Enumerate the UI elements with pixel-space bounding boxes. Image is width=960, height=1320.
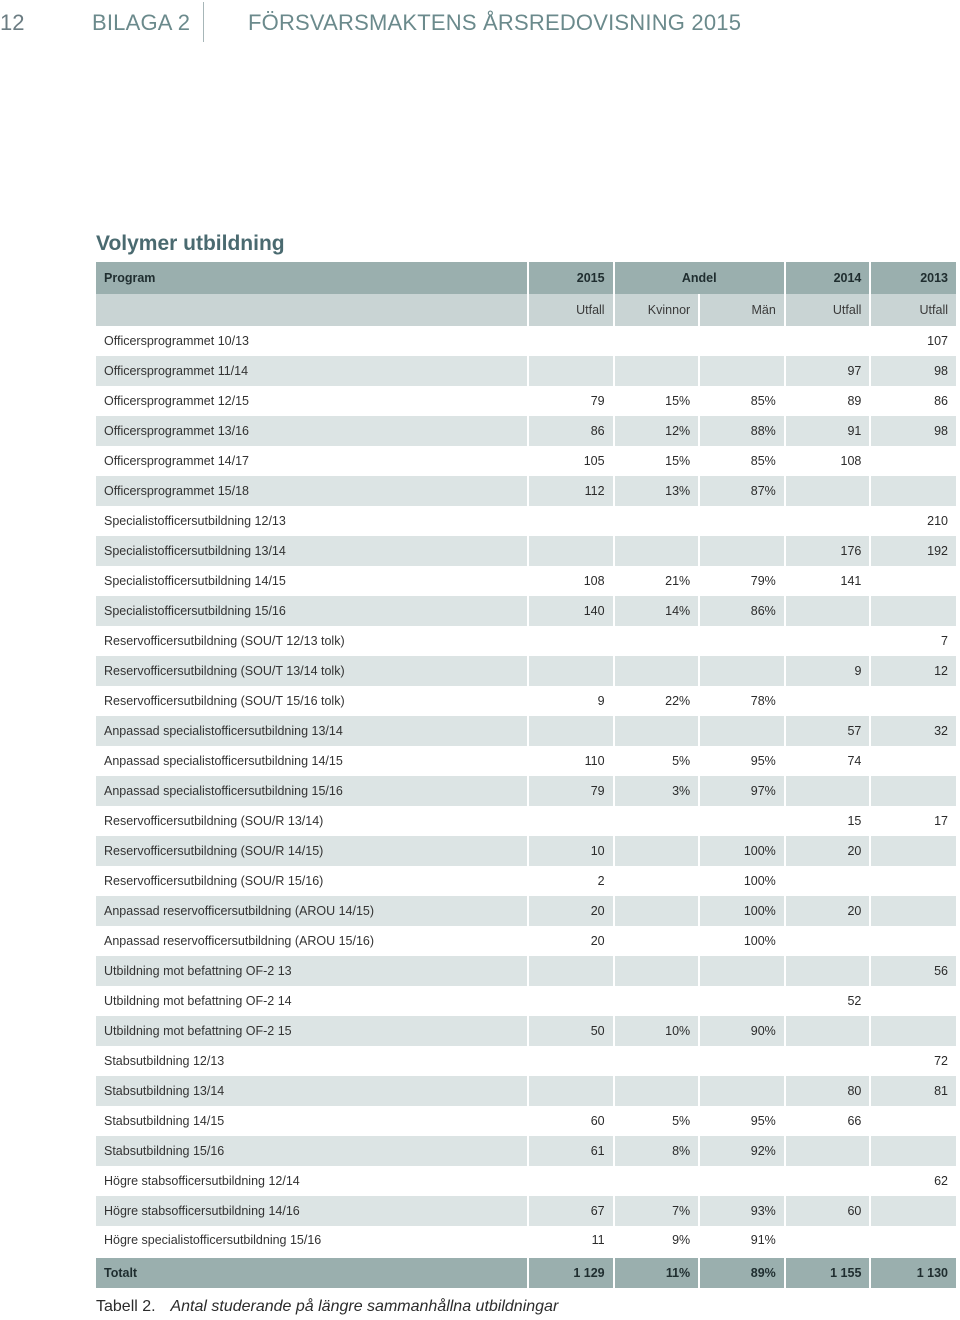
- cell-kvinnor-share: [614, 956, 700, 986]
- cell-program-name: Reservofficersutbildning (SOU/T 15/16 tolk): [96, 686, 528, 716]
- cell-program-name: Anpassad reservofficersutbildning (AROU 15/16): [96, 926, 528, 956]
- cell-utfall-2015: 110: [528, 746, 614, 776]
- cell-program-name: Specialistofficersutbildning 13/14: [96, 536, 528, 566]
- cell-utfall-2014: [785, 1166, 871, 1196]
- cell-utfall-2015: 11: [528, 1226, 614, 1256]
- cell-man-share: 95%: [699, 746, 785, 776]
- cell-utfall-2015: [528, 986, 614, 1016]
- cell-utfall-2015: 2: [528, 866, 614, 896]
- table-row: [96, 1106, 956, 1136]
- cell-utfall-2015: [528, 356, 614, 386]
- cell-program-name: Stabsutbildning 12/13: [96, 1046, 528, 1076]
- total-man: 89%: [699, 1256, 785, 1288]
- table-row: [96, 806, 956, 836]
- cell-program-name: Utbildning mot befattning OF-2 13: [96, 956, 528, 986]
- document-title: FÖRSVARSMAKTENS ÅRSREDOVISNING 2015: [248, 10, 742, 35]
- cell-utfall-2014: 176: [785, 536, 871, 566]
- table-row: [96, 1226, 956, 1256]
- cell-utfall-2015: 9: [528, 686, 614, 716]
- cell-kvinnor-share: 8%: [614, 1136, 700, 1166]
- table-row: [96, 416, 956, 446]
- cell-kvinnor-share: [614, 716, 700, 746]
- cell-man-share: 95%: [699, 1106, 785, 1136]
- cell-utfall-2013: [870, 566, 956, 596]
- cell-kvinnor-share: 10%: [614, 1016, 700, 1046]
- cell-utfall-2014: 97: [785, 356, 871, 386]
- cell-man-share: 100%: [699, 896, 785, 926]
- cell-kvinnor-share: [614, 1046, 700, 1076]
- cell-utfall-2015: 20: [528, 896, 614, 926]
- cell-man-share: [699, 716, 785, 746]
- table-row: [96, 566, 956, 596]
- table-row: [96, 926, 956, 956]
- cell-utfall-2013: [870, 1106, 956, 1136]
- table-body: [96, 326, 956, 1256]
- cell-kvinnor-share: [614, 656, 700, 686]
- cell-man-share: [699, 1046, 785, 1076]
- cell-utfall-2015: 61: [528, 1136, 614, 1166]
- cell-kvinnor-share: [614, 326, 700, 356]
- column-header-2013: 2013: [870, 262, 956, 294]
- table-row: [96, 386, 956, 416]
- table-row: [96, 1076, 956, 1106]
- cell-utfall-2014: 108: [785, 446, 871, 476]
- table-row: [96, 446, 956, 476]
- table-row: [96, 746, 956, 776]
- cell-utfall-2013: 210: [870, 506, 956, 536]
- cell-utfall-2013: 86: [870, 386, 956, 416]
- cell-kvinnor-share: [614, 836, 700, 866]
- cell-utfall-2015: [528, 1046, 614, 1076]
- subheader-man: Män: [699, 294, 785, 326]
- cell-utfall-2013: [870, 926, 956, 956]
- cell-man-share: [699, 506, 785, 536]
- cell-utfall-2015: 10: [528, 836, 614, 866]
- cell-kvinnor-share: [614, 1166, 700, 1196]
- cell-man-share: 100%: [699, 866, 785, 896]
- cell-utfall-2014: 89: [785, 386, 871, 416]
- cell-utfall-2014: 60: [785, 1196, 871, 1226]
- cell-utfall-2015: 105: [528, 446, 614, 476]
- table-subheader-row: [96, 294, 956, 326]
- cell-utfall-2015: 108: [528, 566, 614, 596]
- total-label: Totalt: [96, 1256, 528, 1288]
- cell-utfall-2014: [785, 926, 871, 956]
- cell-utfall-2014: 20: [785, 896, 871, 926]
- cell-utfall-2013: 62: [870, 1166, 956, 1196]
- table-caption: [96, 1298, 558, 1316]
- cell-man-share: 88%: [699, 416, 785, 446]
- cell-utfall-2015: 112: [528, 476, 614, 506]
- volume-table: [96, 262, 956, 1288]
- table-row: [96, 956, 956, 986]
- cell-program-name: Stabsutbildning 14/15: [96, 1106, 528, 1136]
- cell-utfall-2015: [528, 656, 614, 686]
- cell-kvinnor-share: [614, 806, 700, 836]
- cell-program-name: Officersprogrammet 14/17: [96, 446, 528, 476]
- table-row: [96, 1166, 956, 1196]
- cell-utfall-2014: [785, 686, 871, 716]
- cell-man-share: [699, 656, 785, 686]
- table-total-row: [96, 1256, 956, 1288]
- cell-utfall-2013: 81: [870, 1076, 956, 1106]
- cell-man-share: 90%: [699, 1016, 785, 1046]
- cell-man-share: [699, 326, 785, 356]
- total-utfall-2013: 1 130: [870, 1256, 956, 1288]
- cell-man-share: [699, 806, 785, 836]
- cell-man-share: 79%: [699, 566, 785, 596]
- cell-utfall-2013: 98: [870, 416, 956, 446]
- cell-utfall-2014: 15: [785, 806, 871, 836]
- cell-kvinnor-share: [614, 896, 700, 926]
- cell-man-share: [699, 956, 785, 986]
- column-header-2014: 2014: [785, 262, 871, 294]
- cell-utfall-2013: 32: [870, 716, 956, 746]
- cell-program-name: Officersprogrammet 13/16: [96, 416, 528, 446]
- cell-utfall-2014: 74: [785, 746, 871, 776]
- cell-program-name: Officersprogrammet 15/18: [96, 476, 528, 506]
- table-row: [96, 776, 956, 806]
- total-utfall-2014: 1 155: [785, 1256, 871, 1288]
- cell-program-name: Specialistofficersutbildning 12/13: [96, 506, 528, 536]
- cell-utfall-2013: 72: [870, 1046, 956, 1076]
- cell-man-share: [699, 626, 785, 656]
- table-row: [96, 1046, 956, 1076]
- table-row: [96, 356, 956, 386]
- section-label: BILAGA 2: [92, 10, 191, 35]
- table-row: [96, 476, 956, 506]
- cell-man-share: 85%: [699, 386, 785, 416]
- cell-man-share: 100%: [699, 926, 785, 956]
- cell-utfall-2013: [870, 476, 956, 506]
- cell-utfall-2013: [870, 746, 956, 776]
- cell-man-share: 78%: [699, 686, 785, 716]
- cell-utfall-2014: 9: [785, 656, 871, 686]
- cell-program-name: Anpassad reservofficersutbildning (AROU 14/15): [96, 896, 528, 926]
- cell-program-name: Reservofficersutbildning (SOU/T 12/13 tolk): [96, 626, 528, 656]
- cell-program-name: Reservofficersutbildning (SOU/R 13/14): [96, 806, 528, 836]
- caption-label: Tabell 2.: [96, 1298, 156, 1315]
- cell-program-name: Officersprogrammet 11/14: [96, 356, 528, 386]
- cell-utfall-2014: [785, 1226, 871, 1256]
- cell-utfall-2014: 141: [785, 566, 871, 596]
- cell-utfall-2013: 12: [870, 656, 956, 686]
- cell-utfall-2013: 56: [870, 956, 956, 986]
- table-row: [96, 656, 956, 686]
- table-header-row: [96, 262, 956, 294]
- cell-utfall-2014: [785, 1046, 871, 1076]
- cell-utfall-2014: [785, 1016, 871, 1046]
- table-row: [96, 326, 956, 356]
- cell-program-name: Högre stabsofficersutbildning 12/14: [96, 1166, 528, 1196]
- subheader-utfall-2013: Utfall: [870, 294, 956, 326]
- table-row: [96, 1016, 956, 1046]
- cell-utfall-2014: 57: [785, 716, 871, 746]
- cell-utfall-2015: [528, 506, 614, 536]
- cell-man-share: 92%: [699, 1136, 785, 1166]
- cell-kvinnor-share: 22%: [614, 686, 700, 716]
- cell-utfall-2014: [785, 506, 871, 536]
- cell-man-share: [699, 536, 785, 566]
- cell-utfall-2013: [870, 896, 956, 926]
- table-row: [96, 896, 956, 926]
- cell-program-name: Anpassad specialistofficersutbildning 13/14: [96, 716, 528, 746]
- cell-utfall-2014: [785, 866, 871, 896]
- cell-kvinnor-share: 3%: [614, 776, 700, 806]
- cell-utfall-2013: [870, 1226, 956, 1256]
- cell-man-share: 85%: [699, 446, 785, 476]
- cell-utfall-2015: [528, 326, 614, 356]
- subheader-utfall-2015: Utfall: [528, 294, 614, 326]
- cell-kvinnor-share: [614, 626, 700, 656]
- cell-utfall-2015: 86: [528, 416, 614, 446]
- total-utfall-2015: 1 129: [528, 1256, 614, 1288]
- cell-kvinnor-share: 21%: [614, 566, 700, 596]
- cell-program-name: Anpassad specialistofficersutbildning 15/16: [96, 776, 528, 806]
- cell-program-name: Reservofficersutbildning (SOU/R 14/15): [96, 836, 528, 866]
- cell-utfall-2013: [870, 446, 956, 476]
- cell-kvinnor-share: [614, 926, 700, 956]
- cell-utfall-2013: [870, 1196, 956, 1226]
- cell-man-share: [699, 1166, 785, 1196]
- cell-program-name: Specialistofficersutbildning 14/15: [96, 566, 528, 596]
- cell-utfall-2013: [870, 1016, 956, 1046]
- cell-utfall-2013: [870, 686, 956, 716]
- cell-utfall-2014: [785, 776, 871, 806]
- table-row: [96, 986, 956, 1016]
- cell-man-share: 100%: [699, 836, 785, 866]
- table-row: [96, 596, 956, 626]
- cell-program-name: Officersprogrammet 12/15: [96, 386, 528, 416]
- cell-program-name: Reservofficersutbildning (SOU/R 15/16): [96, 866, 528, 896]
- cell-utfall-2014: 80: [785, 1076, 871, 1106]
- cell-program-name: Högre stabsofficersutbildning 14/16: [96, 1196, 528, 1226]
- cell-program-name: Utbildning mot befattning OF-2 15: [96, 1016, 528, 1046]
- cell-program-name: Specialistofficersutbildning 15/16: [96, 596, 528, 626]
- cell-kvinnor-share: [614, 866, 700, 896]
- caption-text: Antal studerande på längre sammanhållna utbildningar: [170, 1298, 559, 1315]
- table-row: [96, 536, 956, 566]
- table-row: [96, 866, 956, 896]
- cell-kvinnor-share: 7%: [614, 1196, 700, 1226]
- cell-utfall-2015: 50: [528, 1016, 614, 1046]
- table-row: [96, 716, 956, 746]
- cell-utfall-2015: [528, 626, 614, 656]
- cell-program-name: Officersprogrammet 10/13: [96, 326, 528, 356]
- cell-utfall-2013: [870, 836, 956, 866]
- cell-man-share: 86%: [699, 596, 785, 626]
- cell-utfall-2015: 67: [528, 1196, 614, 1226]
- cell-utfall-2013: 98: [870, 356, 956, 386]
- cell-utfall-2014: 66: [785, 1106, 871, 1136]
- cell-utfall-2015: [528, 716, 614, 746]
- page-number: 12: [0, 10, 25, 35]
- cell-kvinnor-share: 12%: [614, 416, 700, 446]
- cell-man-share: 87%: [699, 476, 785, 506]
- cell-man-share: [699, 986, 785, 1016]
- cell-kvinnor-share: [614, 1076, 700, 1106]
- cell-kvinnor-share: [614, 536, 700, 566]
- table-row: [96, 506, 956, 536]
- table-row: [96, 626, 956, 656]
- cell-utfall-2013: [870, 866, 956, 896]
- subheader-utfall-2014: Utfall: [785, 294, 871, 326]
- cell-utfall-2013: [870, 596, 956, 626]
- cell-kvinnor-share: 15%: [614, 446, 700, 476]
- cell-utfall-2015: [528, 956, 614, 986]
- table-row: [96, 1196, 956, 1226]
- total-kvinnor: 11%: [614, 1256, 700, 1288]
- cell-kvinnor-share: 14%: [614, 596, 700, 626]
- cell-kvinnor-share: 13%: [614, 476, 700, 506]
- cell-utfall-2015: 60: [528, 1106, 614, 1136]
- cell-utfall-2015: 20: [528, 926, 614, 956]
- cell-kvinnor-share: [614, 506, 700, 536]
- cell-kvinnor-share: 5%: [614, 746, 700, 776]
- table-row: [96, 1136, 956, 1166]
- cell-utfall-2015: 140: [528, 596, 614, 626]
- cell-kvinnor-share: 9%: [614, 1226, 700, 1256]
- cell-utfall-2014: [785, 326, 871, 356]
- cell-kvinnor-share: [614, 356, 700, 386]
- cell-utfall-2013: 192: [870, 536, 956, 566]
- cell-utfall-2013: [870, 1136, 956, 1166]
- cell-utfall-2014: [785, 596, 871, 626]
- cell-utfall-2015: [528, 1076, 614, 1106]
- cell-utfall-2015: [528, 806, 614, 836]
- table-row: [96, 836, 956, 866]
- cell-utfall-2015: [528, 1166, 614, 1196]
- column-header-program: Program: [96, 262, 528, 294]
- column-header-andel: Andel: [614, 262, 785, 294]
- cell-program-name: Anpassad specialistofficersutbildning 14/15: [96, 746, 528, 776]
- cell-program-name: Utbildning mot befattning OF-2 14: [96, 986, 528, 1016]
- cell-utfall-2014: 20: [785, 836, 871, 866]
- cell-utfall-2014: [785, 476, 871, 506]
- cell-man-share: [699, 1076, 785, 1106]
- cell-program-name: Stabsutbildning 13/14: [96, 1076, 528, 1106]
- cell-utfall-2013: 17: [870, 806, 956, 836]
- cell-utfall-2014: 52: [785, 986, 871, 1016]
- cell-program-name: Stabsutbildning 15/16: [96, 1136, 528, 1166]
- cell-kvinnor-share: 15%: [614, 386, 700, 416]
- cell-utfall-2014: [785, 1136, 871, 1166]
- cell-man-share: 93%: [699, 1196, 785, 1226]
- cell-utfall-2013: [870, 776, 956, 806]
- cell-utfall-2015: 79: [528, 776, 614, 806]
- column-header-2015: 2015: [528, 262, 614, 294]
- cell-utfall-2013: [870, 986, 956, 1016]
- cell-man-share: [699, 356, 785, 386]
- cell-kvinnor-share: [614, 986, 700, 1016]
- table-row: [96, 686, 956, 716]
- cell-man-share: 97%: [699, 776, 785, 806]
- cell-man-share: 91%: [699, 1226, 785, 1256]
- cell-utfall-2013: 7: [870, 626, 956, 656]
- cell-utfall-2015: 79: [528, 386, 614, 416]
- subheader-empty: [96, 294, 528, 326]
- cell-program-name: Högre specialistofficersutbildning 15/16: [96, 1226, 528, 1256]
- subheader-kvinnor: Kvinnor: [614, 294, 700, 326]
- cell-utfall-2014: 91: [785, 416, 871, 446]
- cell-program-name: Reservofficersutbildning (SOU/T 13/14 tolk): [96, 656, 528, 686]
- cell-utfall-2013: 107: [870, 326, 956, 356]
- page-header: [0, 0, 960, 50]
- header-divider: [203, 2, 204, 42]
- cell-kvinnor-share: 5%: [614, 1106, 700, 1136]
- cell-utfall-2014: [785, 626, 871, 656]
- cell-utfall-2015: [528, 536, 614, 566]
- cell-utfall-2014: [785, 956, 871, 986]
- section-title: Volymer utbildning: [96, 232, 285, 255]
